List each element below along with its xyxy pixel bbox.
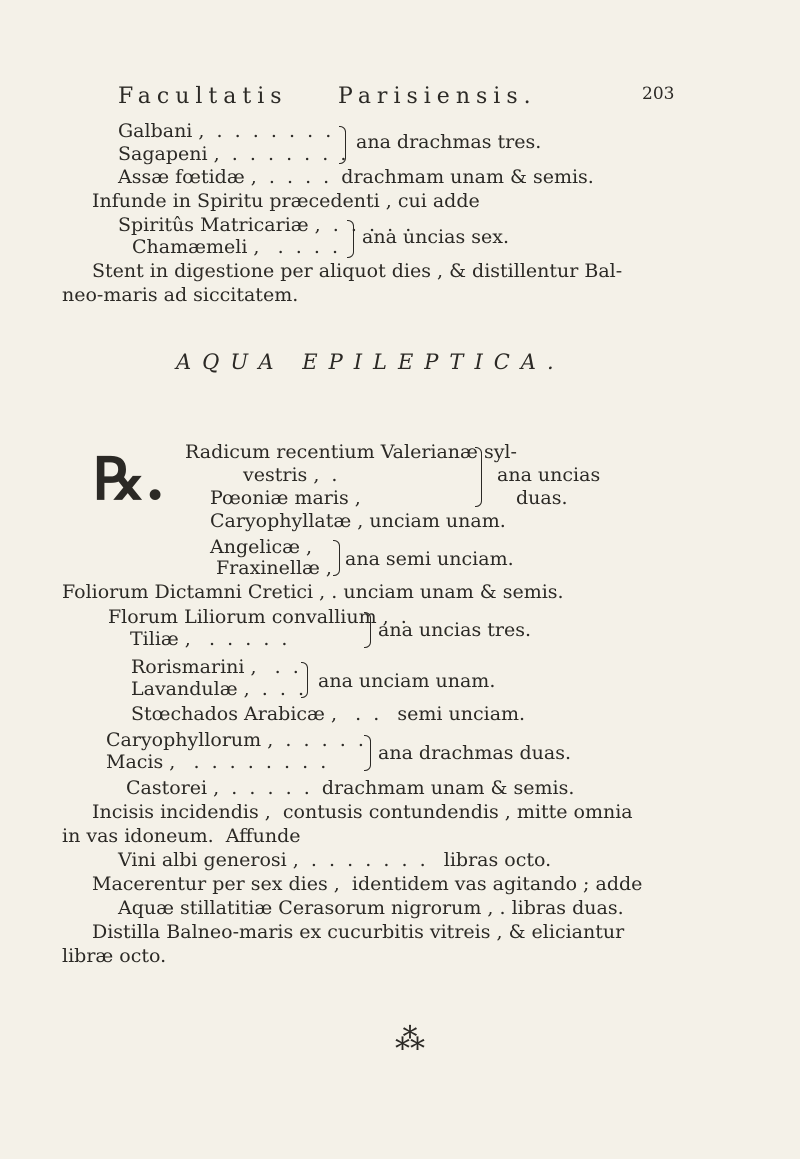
line-lavandulae: Lavandulæ , . . .	[131, 678, 305, 700]
line-fraxinellae: Fraxinellæ ,	[216, 557, 332, 579]
line-chamaemeli: Chamæmeli , . . . .	[132, 236, 338, 258]
recipe-symbol: ℞.	[93, 445, 166, 513]
line-distilla: Distilla Balneo-maris ex cucurbitis vitreis , & eliciantur	[92, 921, 625, 943]
line-angelicae: Angelicæ ,	[210, 536, 313, 558]
line-vestris: vestris , .	[243, 464, 338, 486]
line-assae: Assæ fœtidæ , . . . . drachmam unam & semis.	[118, 166, 594, 188]
line-librae: libræ octo.	[62, 945, 167, 967]
line-vini: Vini albi generosi , . . . . . . . libras octo.	[118, 849, 552, 871]
ana-unciam-unam: ana unciam unam.	[318, 670, 496, 692]
line-aquae: Aquæ stillatitiæ Cerasorum nigrorum , . libras duas.	[118, 897, 624, 919]
brace	[339, 126, 346, 164]
ana-uncias-sex: ana uncias sex.	[362, 226, 509, 248]
line-incisis: Incisis incidendis , contusis contundendis , mitte omnia	[92, 801, 633, 823]
section-title: AQUA EPILEPTICA.	[176, 350, 565, 374]
running-head-right: Parisiensis.	[338, 84, 537, 109]
ana-uncias-tres: ana uncias tres.	[378, 619, 531, 641]
line-stent: Stent in digestione per aliquot dies , & distillentur Bal-	[92, 260, 623, 282]
line-galbani: Galbani , . . . . . . .	[118, 120, 332, 142]
line-macis: Macis , . . . . . . . .	[106, 751, 327, 773]
line-sagapeni: Sagapeni , . . . . . . .	[118, 143, 347, 165]
brace	[364, 735, 371, 771]
duas: duas.	[516, 487, 568, 509]
ana-drachmas-tres: ana drachmas tres.	[356, 131, 542, 153]
line-caryophyllorum: Caryophyllorum , . . . . .	[106, 729, 364, 751]
ana-uncias: ana uncias	[497, 464, 601, 486]
line-rorismarini: Rorismarini , . .	[131, 656, 299, 678]
brace	[301, 662, 308, 698]
line-florum: Florum Liliorum convallium , .	[108, 606, 407, 628]
line-in-vas: in vas idoneum. Affunde	[62, 825, 301, 847]
line-macerentur: Macerentur per sex dies , identidem vas agitando ; adde	[92, 873, 643, 895]
ornament-icon: ⁂	[395, 1022, 425, 1057]
ana-semi-unciam: ana semi unciam.	[345, 548, 514, 570]
ana-drachmas-duas: ana drachmas duas.	[378, 742, 572, 764]
line-infunde: Infunde in Spiritu præcedenti , cui adde	[92, 190, 480, 212]
line-spiritus: Spiritûs Matricariæ , . . . . .	[118, 214, 412, 236]
brace	[333, 540, 340, 576]
line-poeoniae: Pœoniæ maris ,	[210, 487, 361, 509]
line-radicum: Radicum recentium Valerianæ syl-	[185, 441, 517, 463]
line-foliorum: Foliorum Dictamni Cretici , . unciam unam & semis.	[62, 581, 564, 603]
page-number: 203	[642, 84, 675, 104]
line-tiliae: Tiliæ , . . . . .	[130, 628, 288, 650]
brace	[475, 447, 482, 507]
brace	[364, 612, 371, 648]
line-stoechados: Stœchados Arabicæ , . . semi unciam.	[131, 703, 526, 725]
line-caryophyllatae: Caryophyllatæ , unciam unam.	[210, 510, 506, 532]
brace	[347, 220, 354, 258]
line-neo-maris: neo-maris ad siccitatem.	[62, 284, 299, 306]
line-castorei: Castorei , . . . . . drachmam unam & semis.	[126, 777, 575, 799]
running-head-left: Facultatis	[118, 84, 288, 109]
